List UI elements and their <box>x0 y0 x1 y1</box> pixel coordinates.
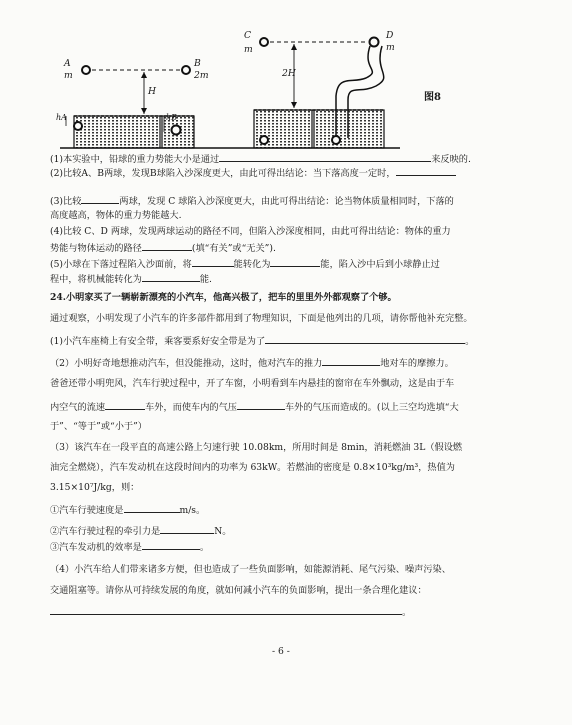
label-a: A <box>64 58 71 69</box>
blank-14[interactable] <box>142 540 200 550</box>
q24-p1: (1)小汽车座椅上有安全带，乘客要系好安全带是为了 。 <box>50 336 475 347</box>
sand-boxes <box>60 110 400 148</box>
label-ha: hA <box>56 113 67 122</box>
q24-s1: ①汽车行驶速度是 m/s。 <box>50 505 206 516</box>
ball-a <box>82 66 90 74</box>
q24-p4b: 交通阻塞等。请你从可持续发展的角度，就如何减小汽车的负面影响，提出一条合理化建议： <box>50 585 427 596</box>
q24-p2c: 爸爸还带小明兜风，汽车行驶过程中，开了车窗，小明看到车内悬挂的窗帘在车外飘动，这是由于车 <box>50 378 455 389</box>
q24-s2: ②汽车行驶过程的牵引力是 N。 <box>50 526 232 537</box>
q23-line1: (1)本实验中，铅球的重力势能大小是通过 来反映的. <box>50 154 471 165</box>
label-h: H <box>148 86 157 97</box>
q24-p3b: 油完全燃烧），汽车发动机在这段时间内的功率为 63kW。若燃油的密度是 0.8×10³kg/m³，热值为 <box>50 462 455 473</box>
ball-b <box>182 66 190 74</box>
label-hb: hB <box>166 113 178 122</box>
q24-title: 24.小明家买了一辆崭新漂亮的小汽车，他高兴极了，把车的里里外外都观察了个够。 <box>50 292 397 303</box>
blank-4[interactable] <box>142 241 192 251</box>
blank-9[interactable] <box>322 356 380 366</box>
q24-p2a: （2）小明好奇地想推动汽车，但没能推动，这时，他对汽车的推力 地对车的摩擦力。 <box>50 358 454 369</box>
q24-p2d: 内空气的流速 车外，而使车内的气压 车外的气压而造成的。(以上三空均选填“大 <box>50 402 459 413</box>
blank-15[interactable] <box>50 605 402 615</box>
blank-12[interactable] <box>124 503 180 513</box>
blank-13[interactable] <box>160 524 214 534</box>
sand-box-a <box>74 116 160 148</box>
q24-intro: 通过观察，小明发现了小汽车的许多部件都用到了物理知识，下面是他列出的几项，请你帮他补充完整。 <box>50 313 473 324</box>
blank-7[interactable] <box>142 272 200 282</box>
blank-2[interactable] <box>396 166 456 176</box>
blank-1[interactable] <box>219 152 431 162</box>
ball-d-in-sand <box>332 136 340 144</box>
sand-box-d <box>314 110 384 148</box>
blank-5[interactable] <box>192 257 234 267</box>
label-d: D <box>386 30 394 41</box>
q24-p2e: 于”、“等于”或“小于”） <box>50 421 147 432</box>
q23-line4: 高度越高，物体的重力势能越大. <box>50 210 182 221</box>
blank-6[interactable] <box>270 257 320 267</box>
label-2h: 2H <box>282 68 296 79</box>
blank-10[interactable] <box>105 400 145 410</box>
q23-line3: (3)比较 两球，发现 C 球陷入沙深度更大，由此可得出结论：论当物体质量相同时，下落的 <box>50 196 454 207</box>
label-c-mass: m <box>244 44 253 55</box>
label-a-mass: m <box>64 70 73 81</box>
ball-c <box>260 38 268 46</box>
page-number: - 6 - <box>272 646 290 657</box>
label-c: C <box>244 30 252 41</box>
figure-caption: 图8 <box>424 92 441 103</box>
ball-d <box>370 38 379 47</box>
label-b: B <box>194 58 201 69</box>
q23-line6: 势能与物体运动的路径 (填“有关”或“无关”). <box>50 243 276 254</box>
q24-p3c: 3.15×10⁷J/kg，则： <box>50 482 140 493</box>
q24-answer-line: 。 <box>50 605 411 619</box>
ball-b-in-sand <box>172 126 181 135</box>
blank-8[interactable] <box>265 334 465 344</box>
q24-p4a: （4）小汽车给人们带来诸多方便，但也造成了一些负面影响，如能源消耗、尾气污染、噪声污染、 <box>50 564 451 575</box>
label-b-mass: 2m <box>194 70 209 81</box>
blank-11[interactable] <box>237 400 285 410</box>
ball-c-in-sand <box>260 136 268 144</box>
label-d-mass: m <box>386 42 395 53</box>
q23-line5: (4)比较 C、D 两球，发现两球运动的路径不同，但陷入沙深度相同，由此可得出结论：物体的重力 <box>50 226 451 237</box>
q23-line2: (2)比较A、B两球，发现B球陷入沙深度更大，由此可得出结论：当下落高度一定时， <box>50 166 456 180</box>
q24-s3: ③汽车发动机的效率是 。 <box>50 542 210 553</box>
q23-line8: 程中，将机械能转化为 能. <box>50 274 212 285</box>
q23-line7: (5)小球在下落过程陷入沙面前，将 能转化为 能，陷入沙中后到小球静止过 <box>50 259 440 270</box>
ball-a-in-sand <box>74 122 82 130</box>
blank-3[interactable] <box>81 194 119 204</box>
q24-p3a: （3）该汽车在一段平直的高速公路上匀速行驶 10.08km，所用时间是 8min，消耗燃油 3L（假设燃 <box>50 442 463 453</box>
